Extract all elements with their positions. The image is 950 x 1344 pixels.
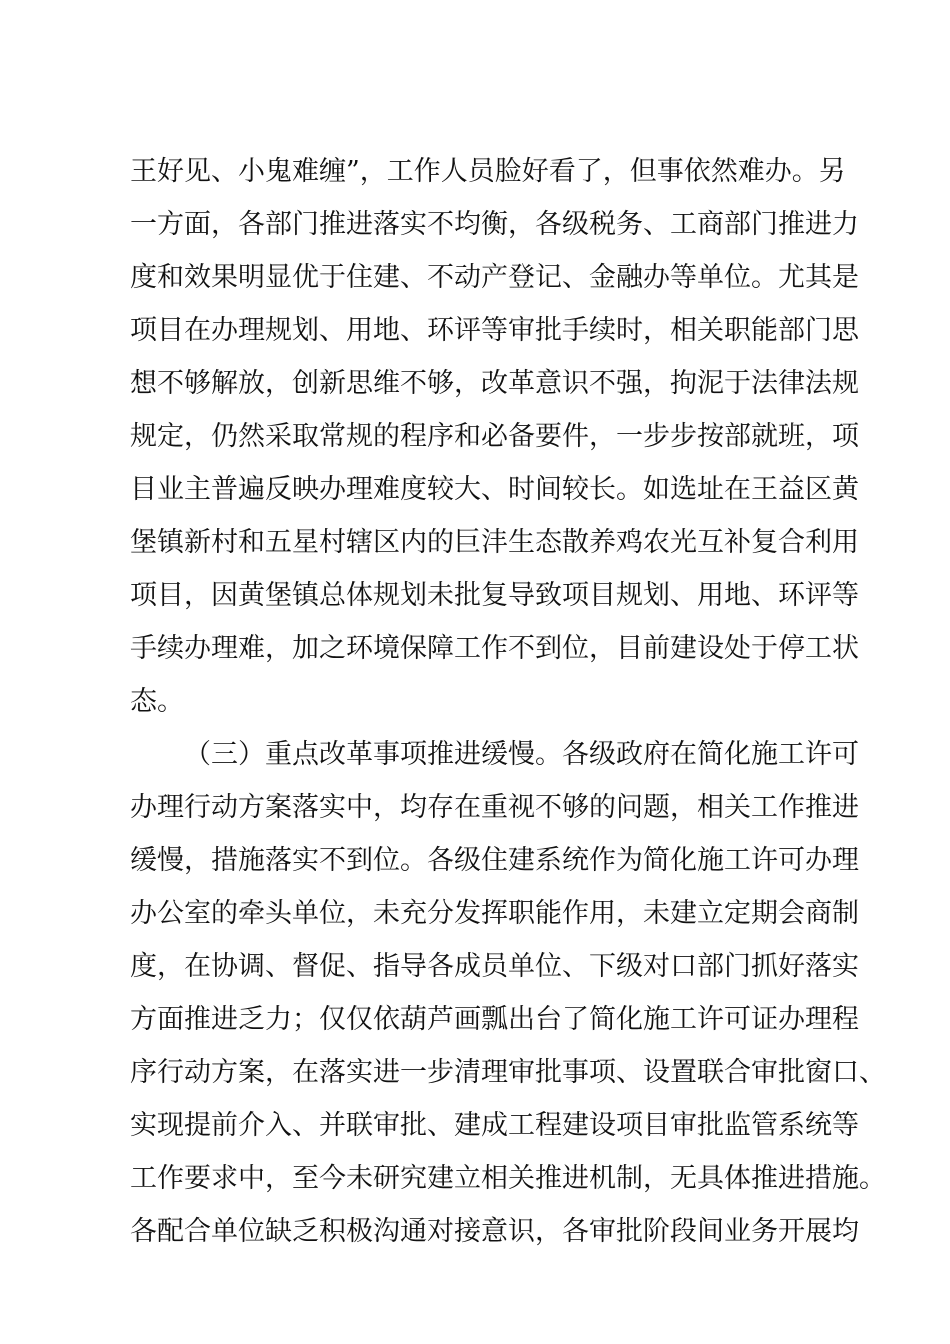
paragraph-1-line-5: 想不够解放，创新思维不够，改革意识不强，拘泥于法律法规 [130,368,859,399]
paragraph-2-line-2: 办理行动方案落实中，均存在重视不够的问题，相关工作推进 [130,792,859,823]
paragraph-1-line-1: 王好见、小鬼难缠”，工作人员脸好看了，但事依然难办。另 [130,156,846,187]
paragraph-2-line-10: 各配合单位缺乏积极沟通对接意识，各审批阶段间业务开展均 [130,1216,859,1247]
paragraph-2-line-9: 工作要求中，至今未研究建立相关推进机制，无具体推进措施。 [130,1163,886,1194]
paragraph-1-line-11: 态。 [130,686,184,717]
paragraph-2-line-5: 度，在协调、督促、指导各成员单位、下级对口部门抓好落实 [130,951,859,982]
paragraph-1-line-8: 堡镇新村和五星村辖区内的巨沣生态散养鸡农光互补复合利用 [130,527,859,558]
paragraph-2-line-1: （三）重点改革事项推进缓慢。各级政府在简化施工许可 [184,739,859,770]
paragraph-1-line-3: 度和效果明显优于住建、不动产登记、金融办等单位。尤其是 [130,262,859,293]
paragraph-1-line-2: 一方面，各部门推进落实不均衡，各级税务、工商部门推进力 [130,209,859,240]
paragraph-2-line-6: 方面推进乏力；仅仅依葫芦画瓢出台了简化施工许可证办理程 [130,1004,859,1035]
paragraph-2-line-4: 办公室的牵头单位，未充分发挥职能作用，未建立定期会商制 [130,898,859,929]
paragraph-2-line-7: 序行动方案，在落实进一步清理审批事项、设置联合审批窗口、 [130,1057,886,1088]
paragraph-1-line-7: 目业主普遍反映办理难度较大、时间较长。如选址在王益区黄 [130,474,859,505]
paragraph-1-line-10: 手续办理难，加之环境保障工作不到位，目前建设处于停工状 [130,633,859,664]
paragraph-1-line-6: 规定，仍然采取常规的程序和必备要件，一步步按部就班，项 [130,421,859,452]
paragraph-2-line-8: 实现提前介入、并联审批、建成工程建设项目审批监管系统等 [130,1110,859,1141]
paragraph-2-line-3: 缓慢，措施落实不到位。各级住建系统作为简化施工许可办理 [130,845,859,876]
paragraph-1-line-9: 项目，因黄堡镇总体规划未批复导致项目规划、用地、环评等 [130,580,859,611]
paragraph-1-line-4: 项目在办理规划、用地、环评等审批手续时，相关职能部门思 [130,315,859,346]
